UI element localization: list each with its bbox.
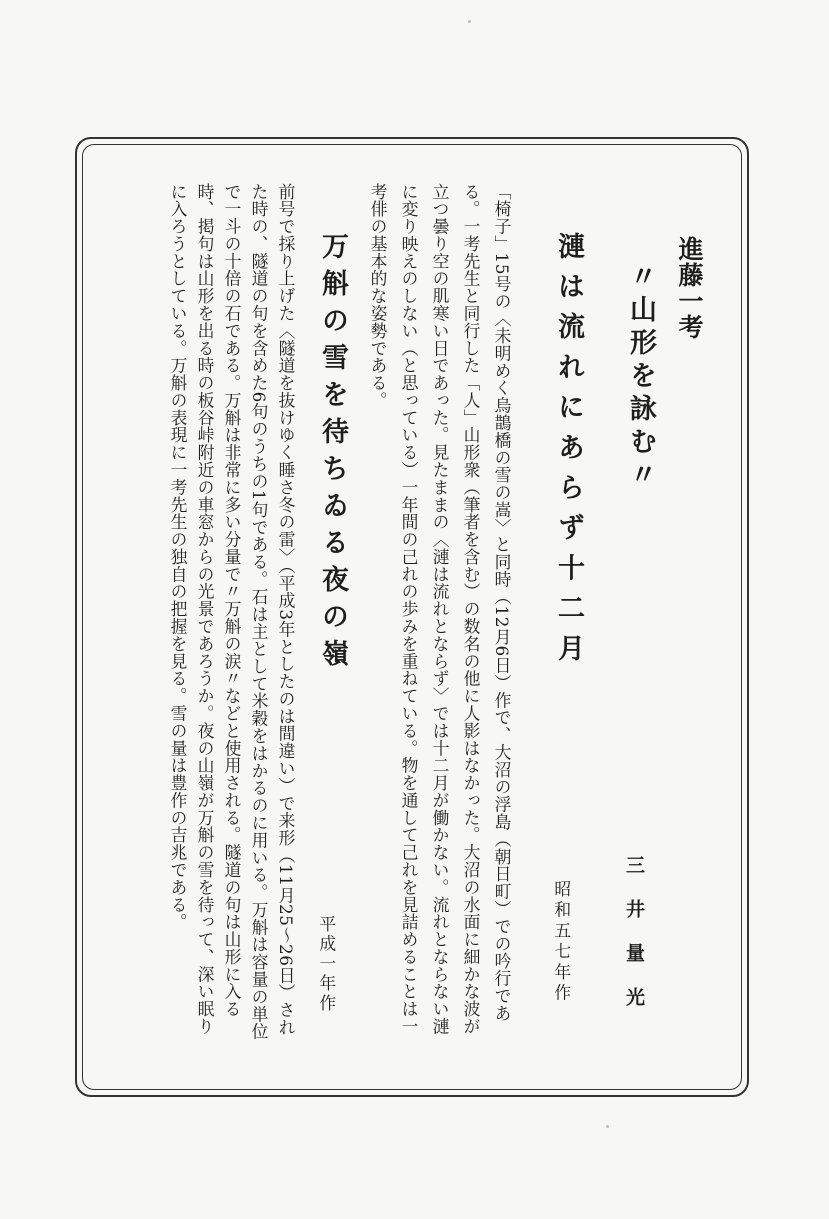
paper-speck bbox=[468, 20, 471, 23]
haiku-2-year: 平成一年作 bbox=[316, 915, 337, 1014]
haiku-1-text: 漣は流れにあらず十二月 bbox=[553, 232, 584, 675]
byline: 三 井 量 光 bbox=[623, 855, 645, 1009]
author-name: 進藤一考 bbox=[675, 236, 704, 340]
haiku-2-text: 万斛の雪を待ちゐる夜の嶺 bbox=[317, 232, 348, 676]
haiku-2-commentary: 前号で採り上げた〈隧道を抜けゆく睡さ冬の雷〉（平成3年としたのは間違い）で来形（11月25〜26日）された時の、隧道の句を含めた6句のうちの1句である。石は主として米穀をはかるのに用いる。万斛は容量の単位で一斗の十倍の石である。万斛は非常に多い分量で〃万斛の涙〃などと使用される。隧道の句は山形に入る時、掲句は山形を出る時の板谷峠附近の車窓からの光景であろうか。夜の山嶺が万斛の雪を待って、深い眠りに入ろうとしている。万斛の表現に一考先生の独自の把握を見る。雪の量は豊作の吉兆である。 bbox=[168, 183, 296, 1041]
haiku-1-commentary: 「椅子」15号の〈未明めく烏鵲橋の雪の嵩〉と同時（12月6日）作で、大沼の浮島（朝日町）での吟行である。一考先生と同行した「人」山形衆（筆者を含む）の数名の他に人影はなかった。大沼の水面に細かな波が立つ曇り空の肌寒い日であった。見たままの〈漣は流れとならず〉では十二月が働かない。流れとならない漣に変り映えのしない（と思っている）一年間の己れの歩みを重ねている。物を通して己れを見詰めることは一考俳の基本的な姿勢である。 bbox=[368, 183, 512, 1036]
section-title: 〃山形を詠む〃 bbox=[625, 262, 656, 493]
paper-speck bbox=[606, 1125, 609, 1128]
haiku-1-year: 昭和五七年作 bbox=[551, 880, 572, 1005]
